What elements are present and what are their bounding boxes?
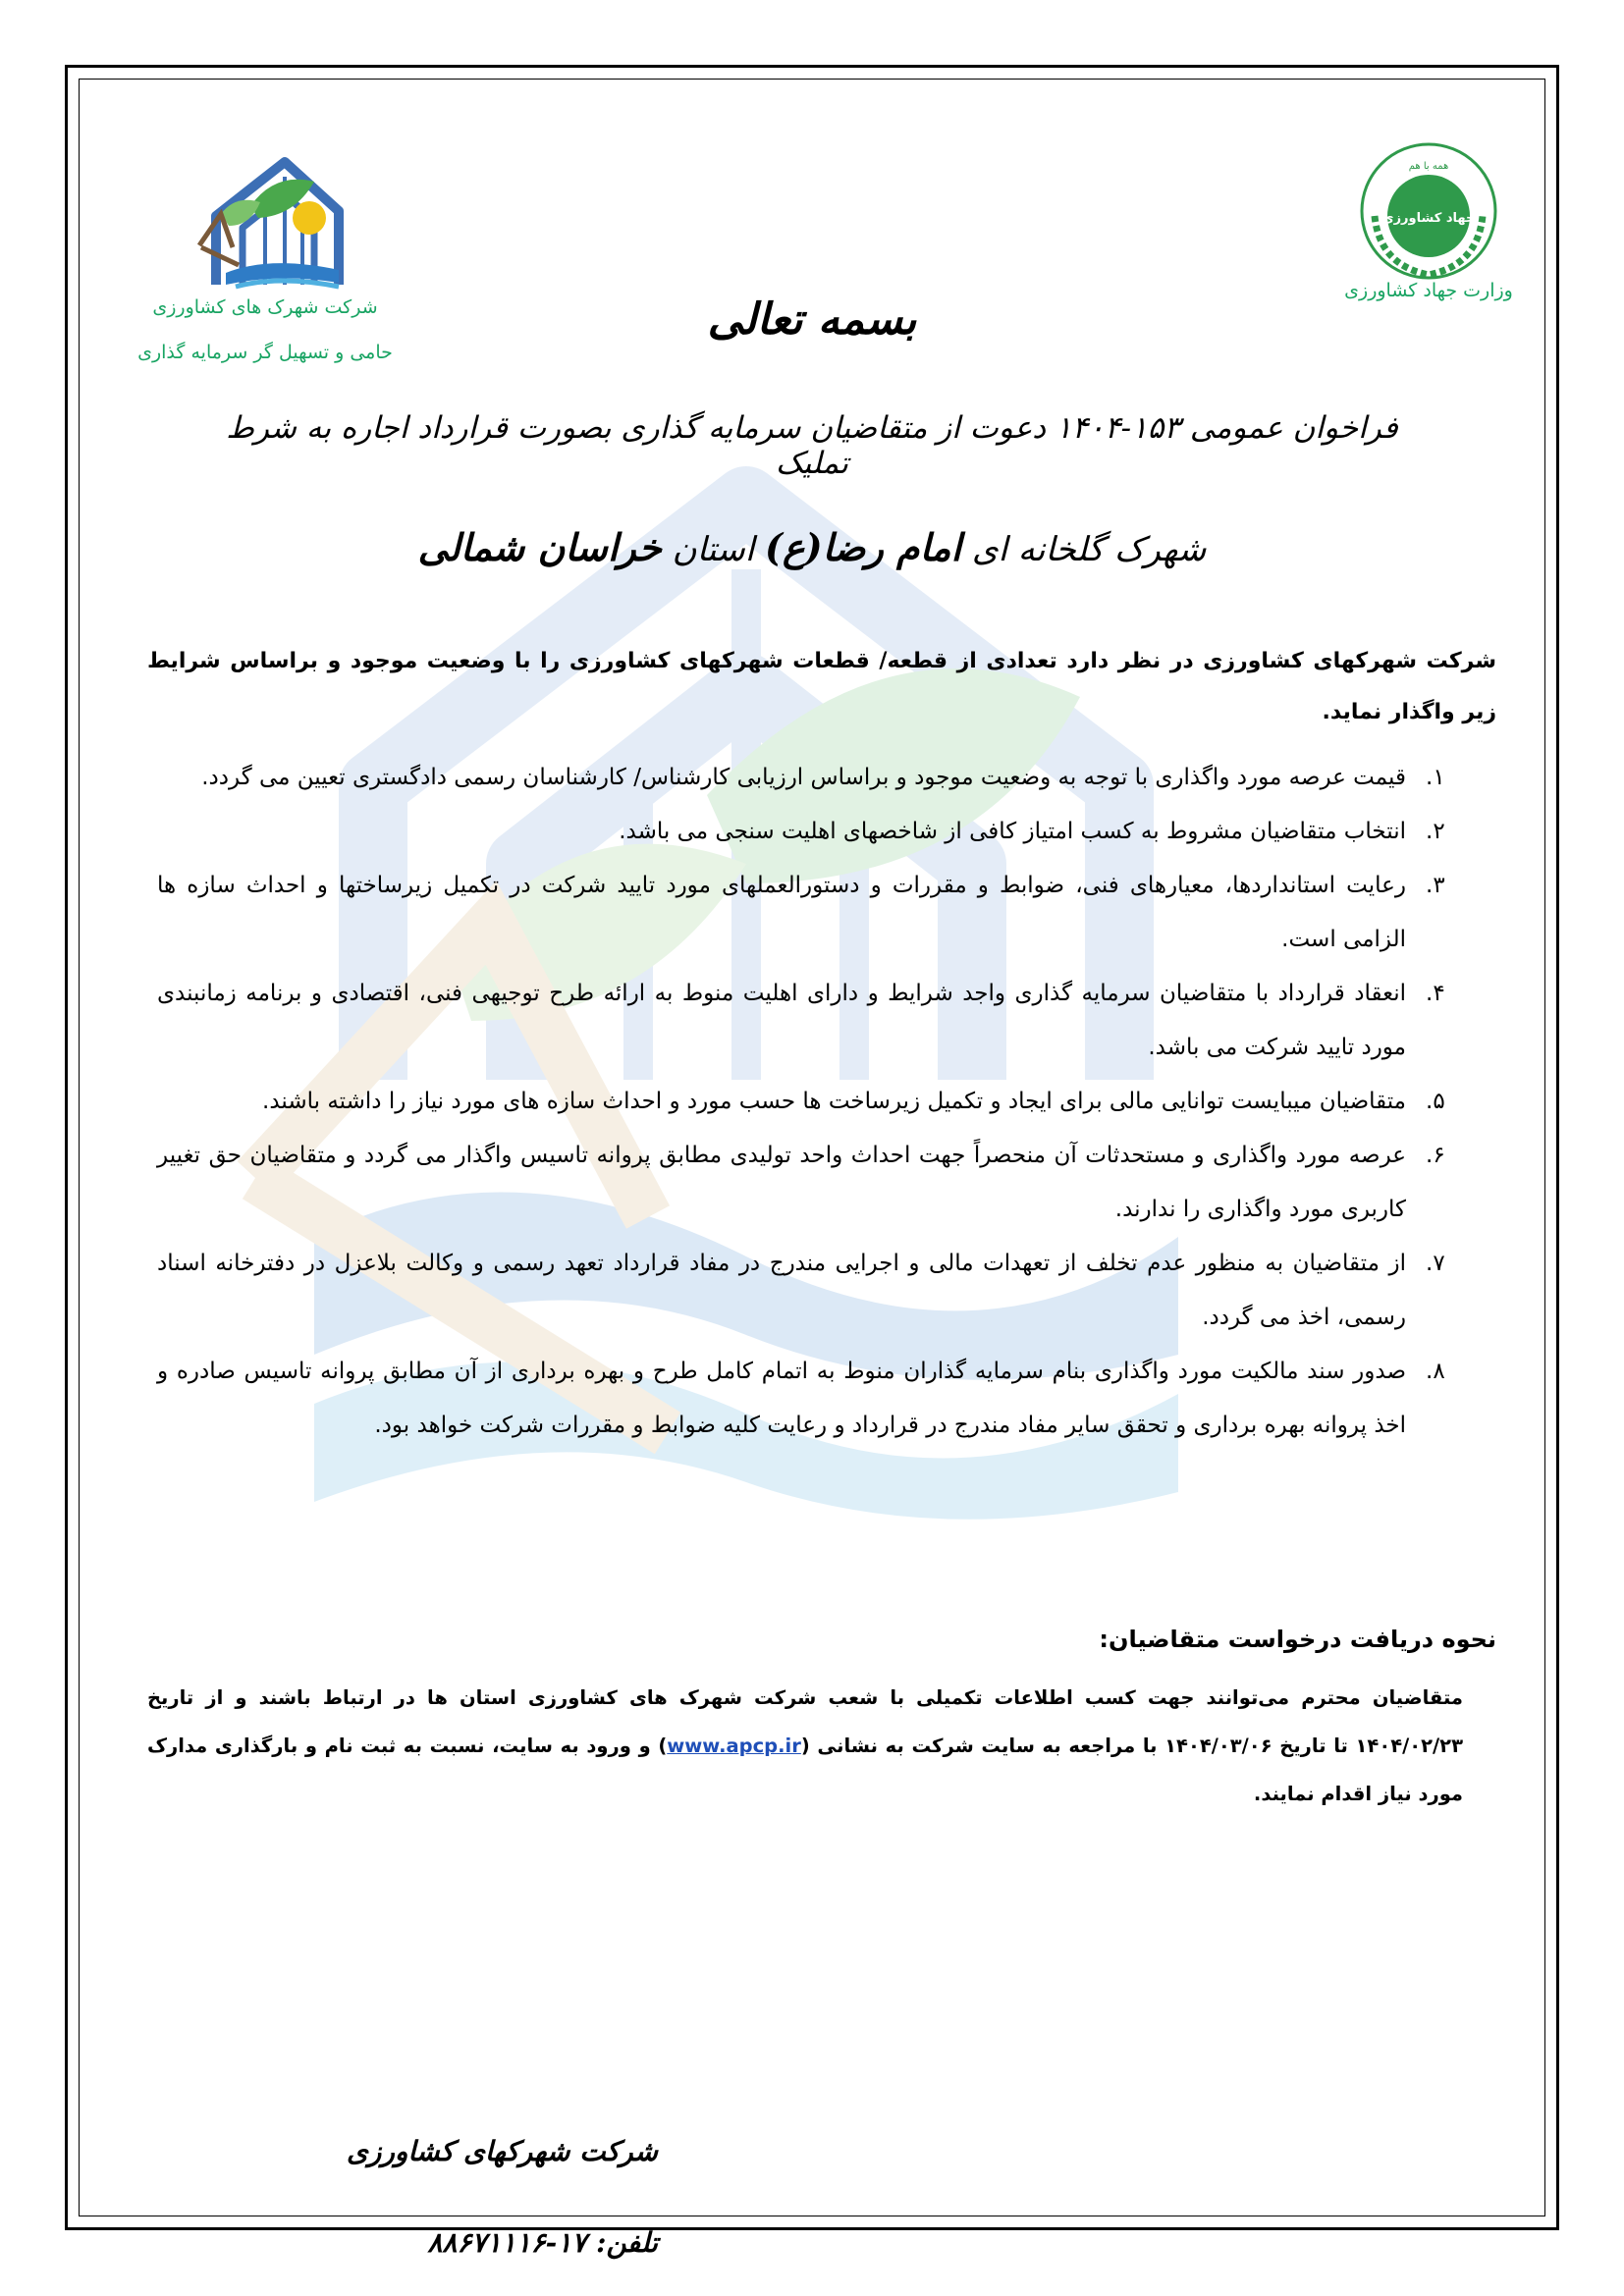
call-title: فراخوان عمومی ۱۵۳-۱۴۰۴ دعوت از متقاضیان سرمایه گذاری بصورت قرارداد اجاره به شرط تملیک — [226, 410, 1398, 481]
item-number: ۴. — [1426, 981, 1445, 1006]
list-item — [157, 805, 1469, 859]
item-number: ۲. — [1426, 819, 1445, 844]
right-logo-text: جهاد کشاورزی — [1381, 211, 1476, 226]
agricultural-towns-logo — [182, 137, 349, 294]
list-item — [157, 967, 1469, 1075]
subtitle-prefix: شهرک گلخانه ای — [971, 530, 1207, 569]
item-text: قیمت عرصه مورد واگذاری با توجه به وضعیت موجود و براساس ارزیابی کارشناس/ کارشناسان رسمی دادگستری تعیین می گردد. — [201, 765, 1406, 790]
left-brand-name: شرکت شهرک های کشاورزی — [152, 296, 378, 318]
item-number: ۳. — [1426, 873, 1445, 898]
item-text: انعقاد قرارداد با متقاضیان سرمایه گذاری واجد شرایط و دارای اهلیت منوط به ارائه طرح توجیهی فنی، اقتصادی و برنامه زمانبندی مورد تایید شرکت می باشد. — [157, 981, 1406, 1060]
list-item — [157, 751, 1469, 805]
subtitle-name: امام رضا(ع) — [765, 525, 962, 569]
bismillah-heading: بسمه تعالی — [707, 294, 917, 345]
subtitle-mid: استان — [672, 530, 755, 569]
item-text: متقاضیان میبایست توانایی مالی برای ایجاد و تکمیل زیرساخت ها حسب مورد و احداث سازه های مورد نیاز را داشته باشند. — [262, 1089, 1406, 1114]
signature: شرکت شهرکهای کشاورزی — [346, 2135, 658, 2167]
right-brand-name: وزارت جهاد کشاورزی — [1344, 280, 1513, 301]
how-to-apply-title: نحوه دریافت درخواست متقاضیان: — [1099, 1626, 1496, 1653]
list-item — [157, 1129, 1469, 1237]
list-item — [157, 1237, 1469, 1345]
item-number: ۶. — [1426, 1143, 1445, 1168]
right-logo-top-text: همه با هم — [1408, 161, 1449, 172]
phone-number: تلفن: ۱۷-۸۸۶۷۱۱۱۶ — [427, 2226, 658, 2259]
how-to-text-part2: ) و ورود به سایت، نسبت به ثبت نام و بارگذاری مدارک مورد نیاز اقدام نمایند. — [147, 1735, 1463, 1805]
list-item — [157, 1075, 1469, 1129]
item-text: صدور سند مالکیت مورد واگذاری بنام سرمایه گذاران منوط به اتمام کامل طرح و بهره برداری از آن مطابق پروانه تاسیس صادره و اخذ پروانه بهره برداری و تحقق سایر مفاد مندرج در قرارداد و رعایت کلیه ضوابط و مقررات شرکت خواهد بود. — [157, 1359, 1406, 1438]
item-number: ۸. — [1426, 1359, 1445, 1384]
ministry-jihad-logo — [1355, 137, 1502, 285]
intro-paragraph: شرکت شهرکهای کشاورزی در نظر دارد تعدادی از قطعه/ قطعات شهرکهای کشاورزی را با وضعیت موجود و براساس شرایط زیر واگذار نماید. — [147, 649, 1496, 724]
website-link[interactable]: www.apcp.ir — [667, 1735, 801, 1757]
how-to-apply-paragraph — [147, 1674, 1463, 1818]
conditions-list — [157, 751, 1469, 1453]
subtitle — [196, 525, 1428, 569]
item-text: عرصه مورد واگذاری و مستحدثات آن منحصراً جهت احداث واحد تولیدی مطابق پروانه تاسیس واگذار می گردد و متقاضیان حق تغییر کاربری مورد واگذاری را ندارند. — [157, 1143, 1406, 1222]
item-number: ۷. — [1426, 1251, 1445, 1276]
subtitle-province: خراسان شمالی — [417, 525, 662, 569]
item-text: از متقاضیان به منظور عدم تخلف از تعهدات مالی و اجرایی مندرج در مفاد قرارداد تعهد رسمی و وکالت بلاعزل در دفترخانه اسناد رسمی، اخذ می گردد. — [157, 1251, 1406, 1330]
left-brand-tagline: حامی و تسهیل گر سرمایه گذاری — [137, 342, 393, 363]
list-item — [157, 1345, 1469, 1453]
item-number: ۵. — [1426, 1089, 1445, 1114]
how-to-text-part1: متقاضیان محترم می‌توانند جهت کسب اطلاعات تکمیلی با شعب شرکت شهرک های کشاورزی استان ها در ارتباط باشند و از تاریخ ۱۴۰۴/۰۲/۲۳ تا تاریخ ۱۴۰۴/۰۳/۰۶ با مراجعه به سایت شرکت به نشانی ( — [147, 1686, 1463, 1757]
list-item — [157, 859, 1469, 967]
item-text: انتخاب متقاضیان مشروط به کسب امتیاز کافی از شاخصهای اهلیت سنجی می باشد. — [619, 819, 1406, 844]
item-text: رعایت استانداردها، معیارهای فنی، ضوابط و مقررات و دستورالعملهای مورد تایید شرکت در تکمیل زیرساختها و احداث سازه ها الزامی است. — [157, 873, 1406, 952]
item-number: ۱. — [1426, 765, 1445, 790]
